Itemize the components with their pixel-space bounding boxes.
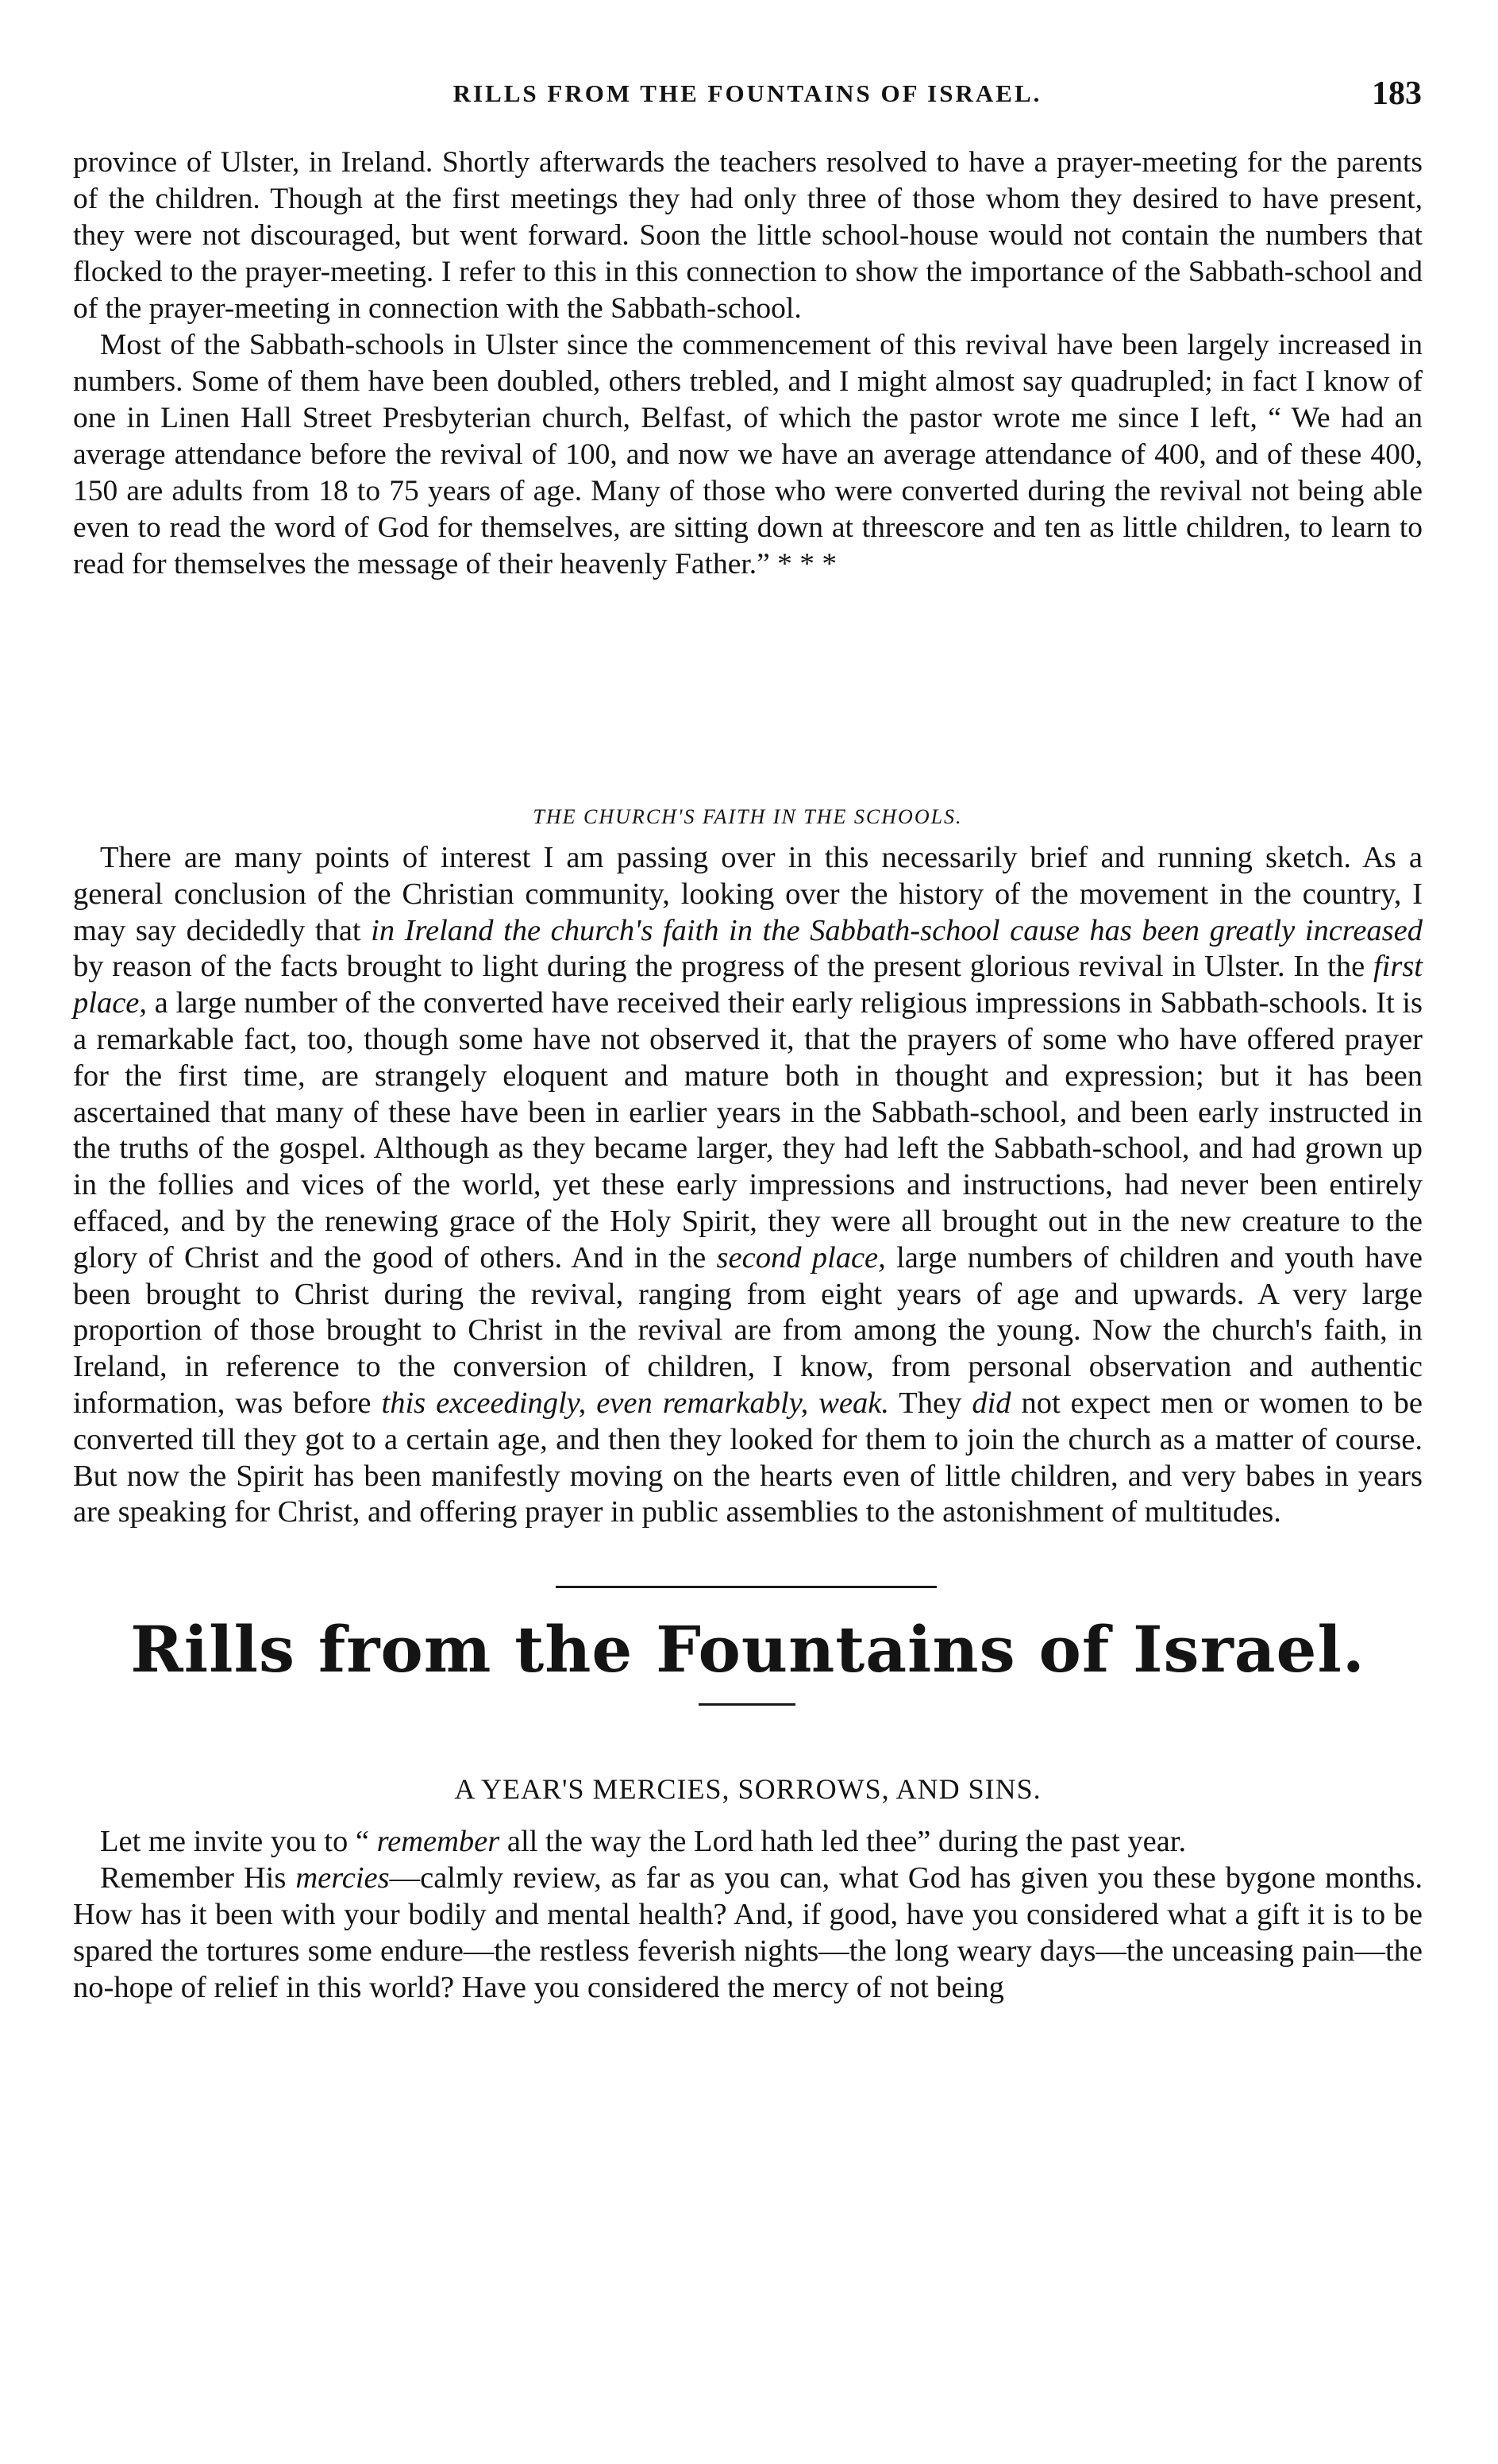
running-header — [73, 75, 1422, 119]
running-title: RILLS FROM THE FOUNTAINS OF ISRAEL. — [452, 79, 1042, 107]
section-divider — [556, 1586, 937, 1588]
paragraph-ulster-prayer-meeting: province of Ulster, in Ireland. Shortly afterwards the teachers resolved to have a prayer-meeting for the parents of the children. Though at the first meetings they had only three of those whom they desired to have present, they were not discouraged, but went forward. Soon the little school-house would not contain the numbers that flocked to the prayer-meeting. I refer to this in this connection to show the importance of the Sabbath-school and of the prayer-meeting in connection with the Sabbath-school. — [73, 146, 1423, 325]
text-segment: Remember His — [100, 1861, 296, 1895]
paragraph-remember-invite — [73, 1823, 1423, 1860]
text-segment: all the way the Lord hath led thee” during the past year. — [499, 1825, 1187, 1858]
page-number: 183 — [1372, 75, 1422, 112]
text-segment: There are many points of interest I am passing over in this necessarily brief and running sketch. As a general conclusion of the Christian community, looking over the history of the movement in the country, I may say decidedly that — [73, 841, 1423, 947]
italic-emphasis: remember — [376, 1825, 500, 1858]
text-segment: by reason of the facts brought to light during the progress of the present glorious revival in Ulster. In the — [73, 950, 1373, 984]
paragraph-church-faith — [73, 840, 1423, 1531]
italic-emphasis: this exceedingly, even remarkably, weak. — [381, 1386, 889, 1420]
italic-emphasis: first place, — [73, 950, 1423, 1020]
section-heading: THE CHURCH'S FAITH IN THE SCHOOLS. — [533, 805, 963, 828]
italic-emphasis: in Ireland the church's faith in the Sabbath-school cause has been greatly increased — [371, 913, 1423, 947]
text-segment: Let me invite you to “ — [100, 1825, 377, 1858]
italic-emphasis: mercies — [295, 1861, 390, 1895]
article-body — [73, 1823, 1423, 2006]
text-segment: They — [888, 1386, 972, 1420]
article-subtitle: A YEAR'S MERCIES, SORROWS, AND SINS. — [454, 1773, 1042, 1805]
text-segment: —calmly review, as far as you can, what God has given you these bygone months. How has it been with your bodily and mental health? And, if good, have you considered what a gift it is to be spared the tortures some endure—the restless feverish nights—the long weary days—the unceasing pain—the no-hope of relief in this world? Have you considered the mercy of not being — [73, 1861, 1423, 2004]
heading-underline — [699, 1703, 795, 1706]
opening-paragraphs — [73, 145, 1423, 583]
text-segment: large numbers of children and youth have been brought to Christ during the revival, ranging from eight years of age and upwards. A very large proportion of those brought to Christ in the revival are from among the young. Now the church's faith, in Ireland, in reference to the conversion of children, I know, from personal observation and authentic information, was before — [73, 1240, 1423, 1420]
italic-emphasis: did — [972, 1386, 1011, 1420]
text-segment: not expect men or women to be converted till they got to a certain age, and then they looked for them to join the church as a matter of course. But now the Spirit has been manifestly moving on the hearts even of little children, and very babes in years are speaking for Christ, and offering prayer in public assemblies to the astonishment of multitudes. — [73, 1386, 1423, 1529]
italic-emphasis: second place, — [716, 1240, 886, 1274]
church-faith-section — [73, 840, 1423, 1531]
article-heading: Rills from the Fountains of Israel. — [130, 1612, 1365, 1687]
paragraph-remember-mercies — [73, 1860, 1423, 2006]
text-segment: a large number of the converted have received their early religious impressions in Sabbath-schools. It is a remarkable fact, too, though some have not observed it, that the prayers of some who have offered prayer for the first time, are strangely eloquent and mature both in thought and expression; but it has been ascertained that many of these have been in earlier years in the Sabbath-school, and been early instructed in the truths of the gospel. Although as they became larger, they had left the Sabbath-school, and had grown up in the follies and vices of the world, yet these early impressions and instructions, had never been entirely effaced, and by the renewing grace of the Holy Spirit, they were all brought out in the new creature to the glory of Christ and the good of others. And in the — [73, 986, 1423, 1274]
paragraph-sabbath-schools-increase: Most of the Sabbath-schools in Ulster since the commencement of this revival have been largely increased in numbers. Some of them have been doubled, others trebled, and I might almost say quadrupled; in fact I know of one in Linen Hall Street Presbyterian church, Belfast, of which the pastor wrote me since I left, “ We had an average attendance before the revival of 100, and now we have an average attendance of 400, and of these 400, 150 are adults from 18 to 75 years of age. Many of those who were converted during the revival not being able even to read the word of God for themselves, are sitting down at threescore and ten as little children, to learn to read for themselves the message of their heavenly Father.” * * * — [73, 329, 1423, 580]
